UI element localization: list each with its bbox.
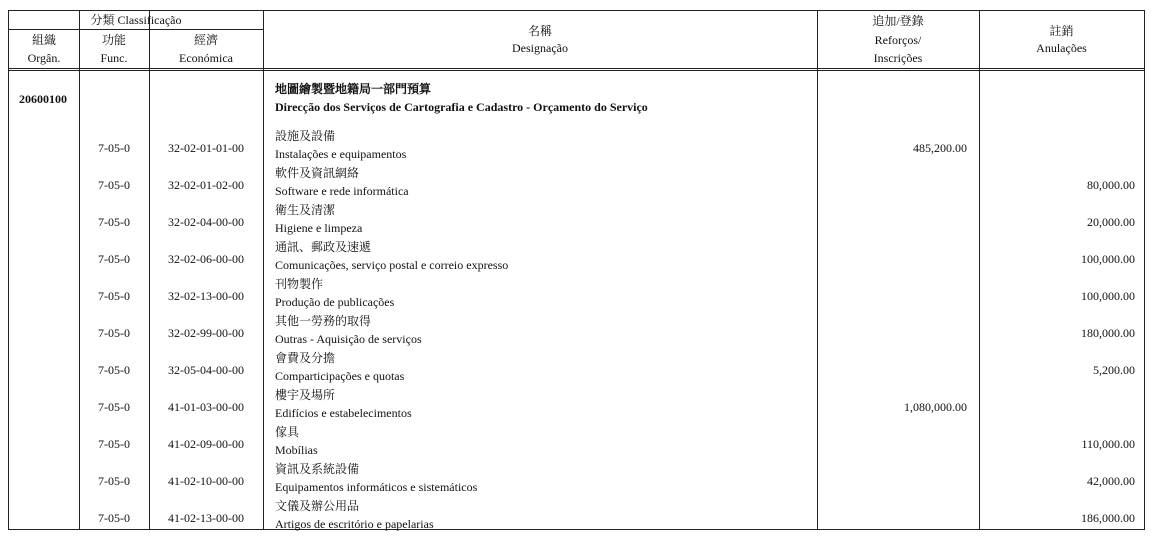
item-name-pt: Higiene e limpeza (275, 221, 363, 235)
econ-code: 32-05-04-00-00 (168, 363, 244, 377)
table-row (9, 204, 1144, 241)
func-header-zh: 功能 (101, 33, 126, 47)
item-name-zh: 會費及分擔 (275, 351, 336, 365)
anulacao-value: 110,000.00 (1081, 437, 1135, 451)
table-row (9, 389, 1144, 426)
func-code: 7-05-0 (98, 178, 130, 192)
item-name-zh: 其他一勞務的取得 (275, 314, 372, 328)
func-header-pt: Func. (100, 51, 128, 65)
table-row (9, 278, 1144, 315)
table-row (9, 463, 1144, 500)
func-code: 7-05-0 (98, 437, 130, 451)
item-name-pt: Instalações e equipamentos (275, 147, 407, 161)
item-name-zh: 資訊及系統設備 (275, 462, 360, 476)
econ-code: 41-02-13-00-00 (168, 511, 244, 525)
cancel-header-pt: Anulações (1036, 41, 1087, 55)
reinforce-header-zh: 追加/登錄 (872, 14, 924, 28)
anulacao-value: 180,000.00 (1081, 326, 1135, 340)
organ-title-zh: 地圖繪製暨地籍局一部門預算 (275, 82, 432, 96)
item-name-pt: Edifícios e estabelecimentos (275, 406, 412, 420)
item-name-pt: Produção de publicações (275, 295, 395, 309)
reforco-value: 485,200.00 (913, 141, 967, 155)
anulacao-value: 5,200.00 (1093, 363, 1135, 377)
table-row (9, 500, 1144, 537)
econ-code: 32-02-01-02-00 (168, 178, 244, 192)
item-name-zh: 設施及設備 (275, 129, 336, 143)
table-row (9, 167, 1144, 204)
cancel-header-zh: 註銷 (1049, 24, 1074, 38)
table-row (9, 130, 1144, 167)
item-name-pt: Outras - Aquisição de serviços (275, 332, 422, 346)
econ-code: 32-02-99-00-00 (168, 326, 244, 340)
table-row (9, 352, 1144, 389)
reforco-value: 1,080,000.00 (904, 400, 967, 414)
func-code: 7-05-0 (98, 400, 130, 414)
header-rule (9, 68, 1144, 69)
classification-rule (9, 29, 263, 30)
item-name-zh: 樓宇及場所 (275, 388, 336, 402)
econ-code: 41-01-03-00-00 (168, 400, 244, 414)
item-name-pt: Artigos de escritório e papelarias (275, 517, 434, 531)
table-row (9, 241, 1144, 278)
organ-title-pt: Direcção dos Serviços de Cartografia e Cadastro - Orçamento do Serviço (275, 100, 648, 114)
table-row (9, 426, 1144, 463)
func-code: 7-05-0 (98, 474, 130, 488)
organ-header-zh: 組織 (31, 33, 56, 47)
reinforce-header-pt2: Inscrições (873, 51, 923, 65)
anulacao-value: 80,000.00 (1087, 178, 1135, 192)
econ-header-zh: 經濟 (193, 33, 218, 47)
item-name-pt: Comunicações, serviço postal e correio expresso (275, 258, 509, 272)
name-header-pt: Designação (512, 41, 568, 55)
name-header-zh: 名稱 (527, 24, 552, 38)
item-name-zh: 軟件及資訊網絡 (275, 166, 360, 180)
item-name-pt: Equipamentos informáticos e sistemáticos (275, 480, 478, 494)
header-rule-double (9, 70, 1144, 71)
econ-code: 41-02-09-00-00 (168, 437, 244, 451)
organ-code: 20600100 (19, 92, 67, 106)
econ-code: 32-02-01-01-00 (168, 141, 244, 155)
func-code: 7-05-0 (98, 511, 130, 525)
item-name-pt: Mobílias (275, 443, 318, 457)
func-code: 7-05-0 (98, 215, 130, 229)
econ-code: 32-02-06-00-00 (168, 252, 244, 266)
func-code: 7-05-0 (98, 141, 130, 155)
anulacao-value: 42,000.00 (1087, 474, 1135, 488)
item-name-zh: 衛生及清潔 (275, 203, 336, 217)
organ-header-pt: Orgân. (27, 51, 61, 65)
item-name-pt: Comparticipações e quotas (275, 369, 405, 383)
func-code: 7-05-0 (98, 326, 130, 340)
classification-header: 分類 Classificação (90, 13, 182, 27)
anulacao-value: 100,000.00 (1081, 289, 1135, 303)
item-name-zh: 通訊、郵政及速遞 (275, 240, 372, 254)
item-name-zh: 文儀及辦公用品 (275, 499, 360, 513)
func-code: 7-05-0 (98, 252, 130, 266)
econ-header-pt: Económica (179, 51, 233, 65)
econ-code: 32-02-04-00-00 (168, 215, 244, 229)
item-name-zh: 傢具 (275, 425, 300, 439)
budget-table (8, 10, 1145, 530)
func-code: 7-05-0 (98, 363, 130, 377)
reinforce-header-pt1: Reforços/ (874, 33, 922, 47)
item-name-pt: Software e rede informática (275, 184, 409, 198)
anulacao-value: 186,000.00 (1081, 511, 1135, 525)
econ-code: 41-02-10-00-00 (168, 474, 244, 488)
func-code: 7-05-0 (98, 289, 130, 303)
anulacao-value: 20,000.00 (1087, 215, 1135, 229)
item-name-zh: 刊物製作 (275, 277, 324, 291)
table-row (9, 315, 1144, 352)
econ-code: 32-02-13-00-00 (168, 289, 244, 303)
anulacao-value: 100,000.00 (1081, 252, 1135, 266)
